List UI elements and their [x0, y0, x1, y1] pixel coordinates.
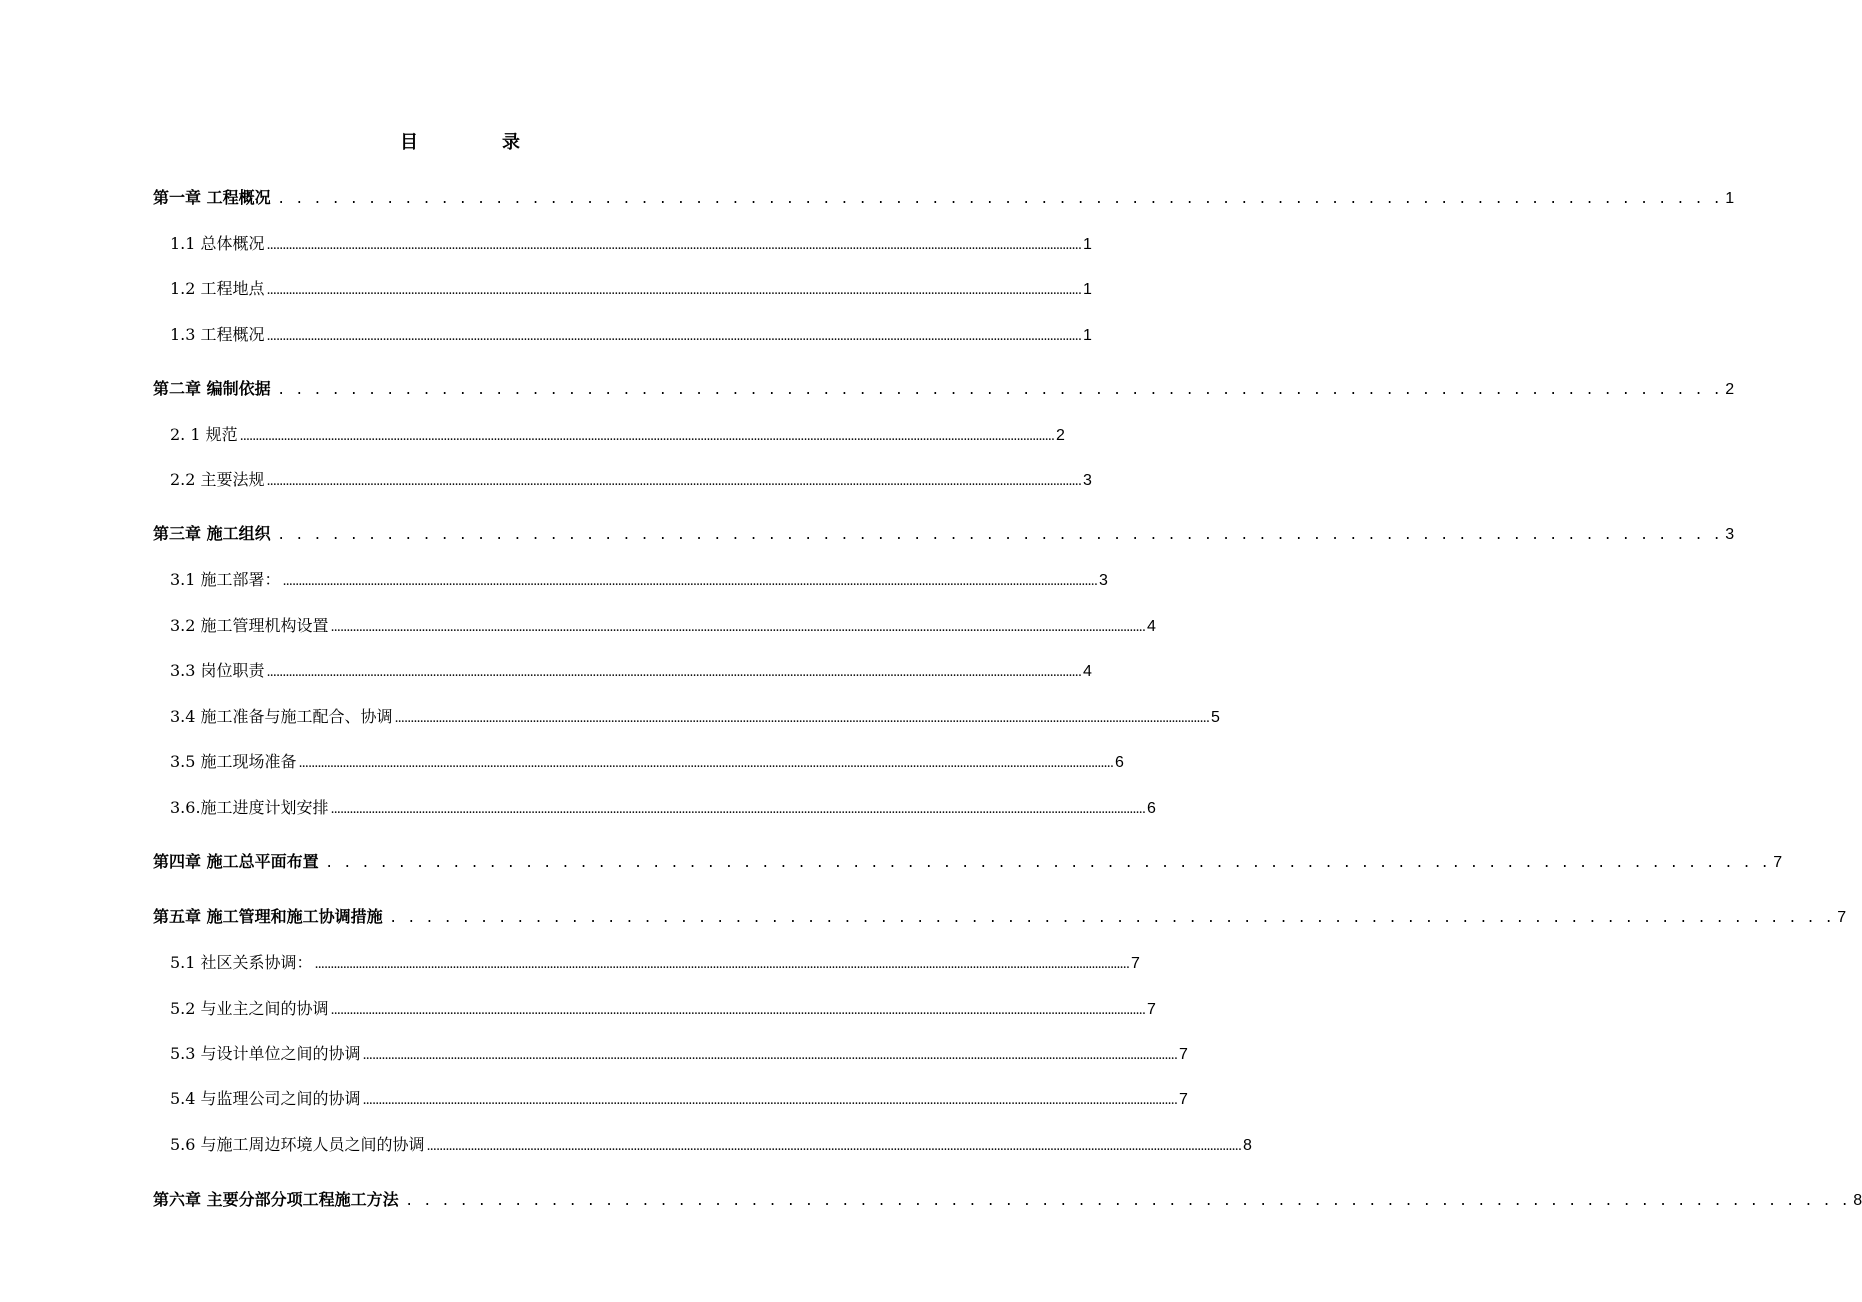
toc-title-char-2: 录 [502, 132, 520, 153]
toc-dot-leader: .................................................................................................................................................................................................................................................................... [266, 665, 1081, 680]
toc-entry-label: 第五章 施工管理和施工协调措施 [153, 907, 383, 926]
toc-dot-leader: .................................................................................................................................................................................................................................................................... [362, 1048, 1177, 1063]
toc-section-entry[interactable] [170, 704, 1220, 727]
toc-entry-label: 5.3 与设计单位之间的协调 [170, 1044, 361, 1063]
toc-page-number: 3 [1082, 472, 1092, 489]
toc-section-entry[interactable] [170, 467, 1092, 490]
toc-entry-label: 1.1 总体概况 [170, 234, 265, 253]
toc-page-number: 6 [1114, 754, 1124, 771]
toc-page-number: 1 [1082, 281, 1092, 298]
toc-dot-leader: .................................................................................................................................................................................................................................................................... [282, 574, 1097, 589]
toc-page-number: 7 [1773, 854, 1783, 871]
toc-page-number: 7 [1146, 1001, 1156, 1018]
toc-page-number: 5 [1210, 709, 1220, 726]
toc-page-number: 7 [1178, 1091, 1188, 1108]
toc-dot-leader: . . . . . . . . . . . . . . . . . . . . . . . . . . . . . . . . . . . . . . . . . . . . . . . . . . . . . . . . . . . . . . . . . . . . . . . . . . . . . . . . [278, 524, 1724, 543]
toc-section-entry[interactable] [170, 422, 1065, 445]
toc-entry-label: 5.6 与施工周边环境人员之间的协调 [170, 1135, 425, 1154]
toc-dot-leader: .................................................................................................................................................................................................................................................................... [330, 802, 1145, 817]
toc-dot-leader: . . . . . . . . . . . . . . . . . . . . . . . . . . . . . . . . . . . . . . . . . . . . . . . . . . . . . . . . . . . . . . . . . . . . . . . . . . . . . . . . [278, 379, 1724, 398]
toc-entry-label: 3.5 施工现场准备 [170, 752, 297, 771]
toc-page-number: 1 [1725, 190, 1735, 207]
toc-section-entry[interactable] [170, 1041, 1188, 1064]
toc-entry-label: 2. 1 规范 [170, 425, 238, 444]
toc-page-number: 6 [1146, 800, 1156, 817]
toc-chapter-entry[interactable] [153, 904, 1847, 927]
toc-entry-label: 第六章 主要分部分项工程施工方法 [153, 1190, 399, 1209]
toc-dot-leader: .................................................................................................................................................................................................................................................................... [266, 474, 1081, 489]
toc-dot-leader: .................................................................................................................................................................................................................................................................... [362, 1093, 1177, 1108]
toc-page-number: 7 [1837, 909, 1847, 926]
toc-dot-leader: . . . . . . . . . . . . . . . . . . . . . . . . . . . . . . . . . . . . . . . . . . . . . . . . . . . . . . . . . . . . . . . . . . . . . . . . . . . . . . . . [390, 907, 1836, 926]
toc-section-entry[interactable] [170, 322, 1092, 345]
toc-dot-leader: .................................................................................................................................................................................................................................................................... [314, 957, 1129, 972]
toc-entry-label: 第四章 施工总平面布置 [153, 852, 319, 871]
toc-dot-leader: .................................................................................................................................................................................................................................................................... [298, 756, 1113, 771]
toc-section-entry[interactable] [170, 950, 1140, 973]
toc-section-entry[interactable] [170, 996, 1156, 1019]
toc-dot-leader: . . . . . . . . . . . . . . . . . . . . . . . . . . . . . . . . . . . . . . . . . . . . . . . . . . . . . . . . . . . . . . . . . . . . . . . . . . . . . . . . [406, 1190, 1852, 1209]
toc-page-number: 4 [1082, 663, 1092, 680]
toc-entry-label: 第二章 编制依据 [153, 379, 271, 398]
toc-dot-leader: .................................................................................................................................................................................................................................................................... [266, 329, 1081, 344]
toc-page-number: 4 [1146, 618, 1156, 635]
toc-page-number: 8 [1853, 1192, 1862, 1209]
toc-chapter-entry[interactable] [153, 376, 1735, 399]
toc-page-number: 8 [1242, 1137, 1252, 1154]
toc-page-number: 1 [1082, 327, 1092, 344]
toc-page-number: 2 [1725, 381, 1735, 398]
toc-dot-leader: .................................................................................................................................................................................................................................................................... [266, 238, 1081, 253]
toc-section-entry[interactable] [170, 658, 1092, 681]
toc-entry-label: 3.3 岗位职责 [170, 661, 265, 680]
toc-dot-leader: .................................................................................................................................................................................................................................................................... [239, 429, 1055, 444]
toc-dot-leader: . . . . . . . . . . . . . . . . . . . . . . . . . . . . . . . . . . . . . . . . . . . . . . . . . . . . . . . . . . . . . . . . . . . . . . . . . . . . . . . . [278, 188, 1724, 207]
toc-page-number: 3 [1725, 526, 1735, 543]
toc-page-number: 7 [1178, 1046, 1188, 1063]
toc-dot-leader: .................................................................................................................................................................................................................................................................... [330, 620, 1145, 635]
toc-title-char-1: 目 [400, 132, 418, 153]
toc-page-number: 2 [1056, 427, 1065, 444]
toc-entry-label: 3.4 施工准备与施工配合、协调 [170, 707, 393, 726]
toc-dot-leader: . . . . . . . . . . . . . . . . . . . . . . . . . . . . . . . . . . . . . . . . . . . . . . . . . . . . . . . . . . . . . . . . . . . . . . . . . . . . . . . . [326, 852, 1772, 871]
toc-entry-label: 5.2 与业主之间的协调 [170, 999, 329, 1018]
toc-dot-leader: .................................................................................................................................................................................................................................................................... [426, 1139, 1241, 1154]
toc-entry-label: 3.2 施工管理机构设置 [170, 616, 329, 635]
toc-section-entry[interactable] [170, 749, 1124, 772]
toc-entry-label: 1.2 工程地点 [170, 279, 265, 298]
toc-chapter-entry[interactable] [153, 521, 1735, 544]
toc-dot-leader: .................................................................................................................................................................................................................................................................... [266, 283, 1081, 298]
toc-entry-label: 3.1 施工部署： [170, 570, 281, 589]
toc-section-entry[interactable] [170, 613, 1156, 636]
toc-page-number: 7 [1130, 955, 1140, 972]
toc-entry-label: 5.1 社区关系协调： [170, 953, 313, 972]
toc-section-entry[interactable] [170, 1086, 1188, 1109]
toc-section-entry[interactable] [170, 276, 1092, 299]
toc-entry-label: 2.2 主要法规 [170, 470, 265, 489]
toc-entry-label: 第一章 工程概况 [153, 188, 271, 207]
toc-entry-label: 1.3 工程概况 [170, 325, 265, 344]
toc-section-entry[interactable] [170, 795, 1156, 818]
toc-page-number: 3 [1098, 572, 1108, 589]
toc-section-entry[interactable] [170, 567, 1108, 590]
toc-page-number: 1 [1082, 236, 1092, 253]
toc-chapter-entry[interactable] [153, 1187, 1862, 1210]
toc-section-entry[interactable] [170, 1132, 1252, 1155]
toc-dot-leader: .................................................................................................................................................................................................................................................................... [330, 1003, 1145, 1018]
toc-section-entry[interactable] [170, 231, 1092, 254]
toc-dot-leader: .................................................................................................................................................................................................................................................................... [394, 711, 1209, 726]
toc-entry-label: 3.6.施工进度计划安排 [170, 798, 329, 817]
toc-entry-label: 5.4 与监理公司之间的协调 [170, 1089, 361, 1108]
toc-chapter-entry[interactable] [153, 849, 1783, 872]
toc-entry-label: 第三章 施工组织 [153, 524, 271, 543]
toc-chapter-entry[interactable] [153, 185, 1735, 208]
